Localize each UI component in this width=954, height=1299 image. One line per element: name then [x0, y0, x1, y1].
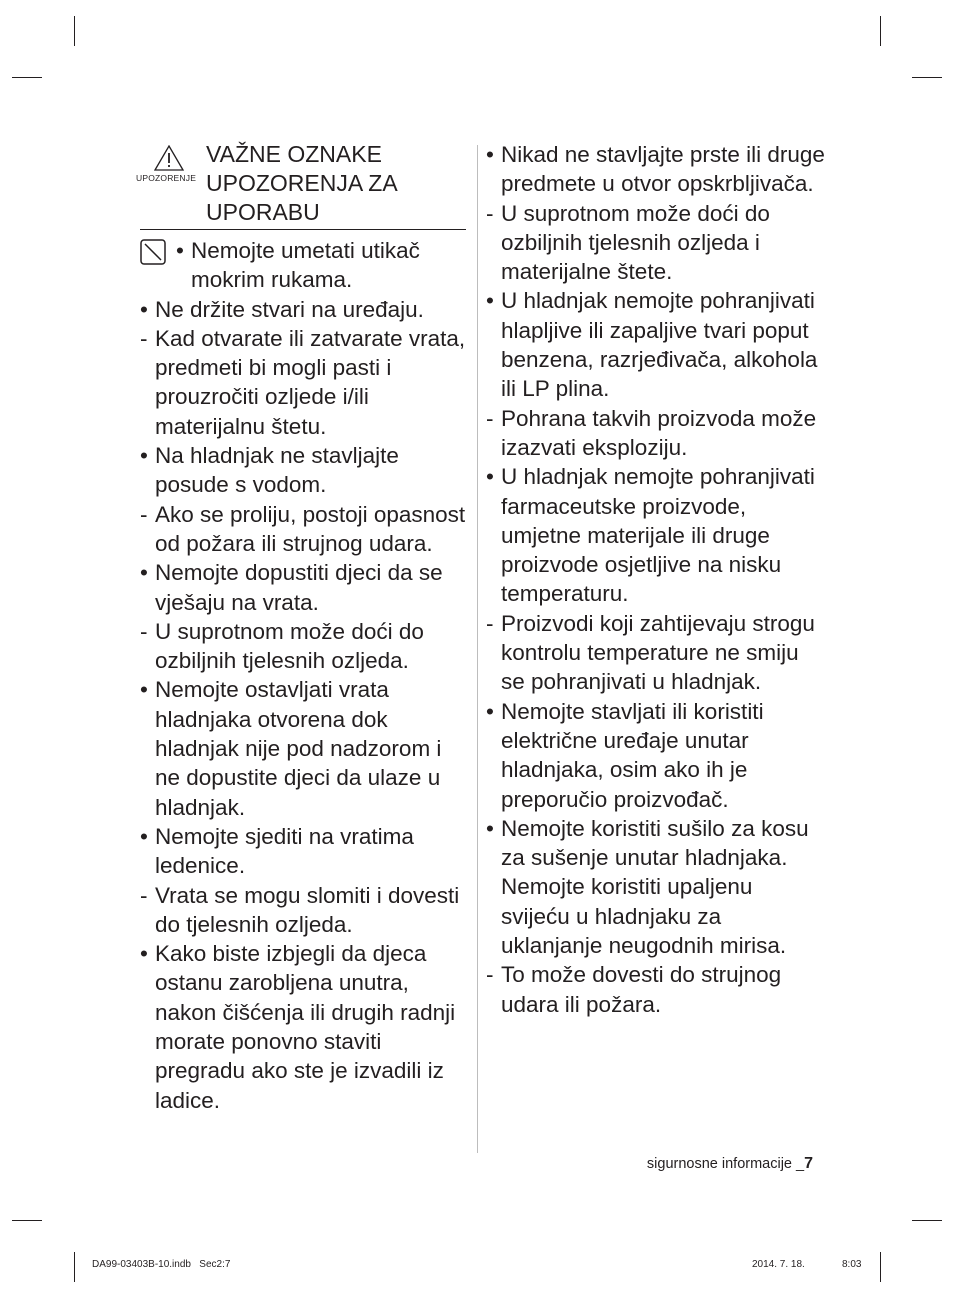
list-item: Na hladnjak ne stavljajte posude s vodom. — [155, 443, 399, 498]
list-item: • Nemojte umetati utikač mokrim rukama. — [176, 238, 420, 293]
crop-mark — [12, 1220, 42, 1221]
list-item: Kad otvarate ili zatvarate vrata, predmeti bi mogli pasti i prouzročiti ozljede i/ili materijalnu štetu. — [155, 325, 466, 439]
warning-label: UPOZORENJE — [136, 173, 197, 183]
crop-mark — [74, 1252, 75, 1282]
list-item: Ne držite stvari na uređaju. — [155, 296, 424, 322]
print-date: 2014. 7. 18. — [752, 1259, 805, 1270]
footer-section-label: sigurnosne informacije _ — [646, 1156, 805, 1172]
list-item: Nemojte stavljati ili koristiti električne uređaje unutar hladnjaka, osim ako ih je preporučio proizvođač. — [501, 698, 764, 812]
left-column: UPOZORENJE VAŽNE OZNAKE UPOZORENJA ZA UPORABU • Nemojte umetati utikač mokrim rukama. • Ne držite stvari na uređaju. - Kad otvarate ili zatvarate vrata, predmeti bi mogli pasti i prouzročiti ozljede i/ili materijalnu štetu. • Na hladnjak ne stavljajte posude s vodom. - Ako se proliju, postoji opasnost od požara ili strujnog udara. • Nemojte dopustiti djeci da se vješaju na vrata. - U suprotnom može doći do ozbiljnih tjelesnih ozljeda. • Nemojte ostavljati vrata hladnjaka otvorena dok hladnjak nije pod nadzorom i ne dopustite djeci da ulaze u hladnjak. • Nemojte sjediti na vratima ledenice. - Vrata se mogu slomiti i dovesti do tjelesnih ozljeda. • Kako biste izbjegli da djeca ostanu zarobljena unutra, nakon čišćenja ili drugih radnji morate ponovno staviti pregradu ako ste je izvadili iz ladice. — [140, 140, 470, 1115]
page-footer — [647, 1155, 813, 1173]
list-item: Nemojte koristiti sušilo za kosu za sušenje unutar hladnjaka. — [501, 815, 809, 871]
list-item: Nemojte ostavljati vrata hladnjaka otvorena dok hladnjak nije pod nadzorom i ne dopustite djeci da ulaze u hladnjak. — [155, 677, 442, 820]
list-item: Vrata se mogu slomiti i dovesti do tjelesnih ozljeda. — [155, 882, 460, 937]
crop-mark — [880, 1252, 881, 1282]
list-item: U suprotnom može doći do ozbiljnih tjelesnih ozljeda. — [155, 618, 424, 674]
section-heading — [136, 140, 466, 230]
list-item: U suprotnom može doći do ozbiljnih tjelesnih ozljeda i materijalne štete. — [501, 200, 770, 285]
crop-mark — [912, 1220, 942, 1221]
crop-mark — [880, 16, 881, 46]
list-item: Nemojte dopustiti djeci da se vješaju na vrata. — [155, 560, 443, 615]
print-file-info: DA99-03403B-10.indb Sec2:7 — [92, 1259, 231, 1270]
list-item: Nemojte sjediti na vratima ledenice. — [155, 823, 414, 879]
list-item: Proizvodi koji zahtijevaju strogu kontrolu temperature ne smiju se pohranjivati u hladnjak. — [501, 610, 815, 695]
crop-mark — [74, 16, 75, 46]
prohibit-icon — [140, 239, 166, 265]
page-number: 7 — [804, 1155, 813, 1172]
crop-mark — [12, 77, 42, 78]
list-item: Kako biste izbjegli da djeca ostanu zarobljena unutra, nakon čišćenja ili drugih radnji morate ponovno staviti pregradu ako ste je izvadili iz ladice. — [155, 941, 456, 1113]
list-item: To može dovesti do strujnog udara ili požara. — [501, 962, 782, 1017]
list-item: U hladnjak nemojte pohranjivati farmaceutske proizvode, umjetne materijale ili druge proizvode osjetljive na nisku temperaturu. — [501, 464, 815, 607]
list-item: Nemojte koristiti upaljenu svijeću u hladnjaku za uklanjanje neugodnih mirisa. — [501, 874, 787, 959]
page-title: VAŽNE OZNAKE UPOZORENJA ZA UPORABU — [206, 141, 397, 225]
warning-triangle-icon — [154, 145, 184, 171]
crop-mark — [912, 77, 942, 78]
right-column: • Nikad ne stavljajte prste ili druge predmete u otvor opskrbljivača. - U suprotnom može doći do ozbiljnih tjelesnih ozljeda i materijalne štete. • U hladnjak nemojte pohranjivati hlapljive ili zapaljive tvari poput benzena, razrjeđivača, alkohola ili LP plina. - Pohrana takvih proizvoda može izazvati eksploziju. • U hladnjak nemojte pohranjivati farmaceutske proizvode, umjetne materijale ili druge proizvode osjetljive na nisku temperaturu. - Proizvodi koji zahtijevaju strogu kontrolu temperature ne smiju se pohranjivati u hladnjak. • Nemojte stavljati ili koristiti električne uređaje unutar hladnjaka, osim ako ih je preporučio proizvođač. • Nemojte koristiti sušilo za kosu za sušenje unutar hladnjaka. Nemojte koristiti upaljenu svijeću u hladnjaku za uklanjanje neugodnih mirisa. - To može dovesti do strujnog udara ili požara. — [486, 142, 825, 1017]
print-time: 8:03 — [842, 1259, 862, 1270]
list-item: Pohrana takvih proizvoda može izazvati eksploziju. — [501, 405, 817, 460]
list-item: Nikad ne stavljajte prste ili druge predmete u otvor opskrbljivača. — [501, 142, 825, 197]
list-item: U hladnjak nemojte pohranjivati hlapljive ili zapaljive tvari poput benzena, razrjeđivača, alkohola ili LP plina. — [501, 288, 818, 402]
list-item: Ako se proliju, postoji opasnost od požara ili strujnog udara. — [155, 501, 466, 556]
prohibit-item — [140, 236, 470, 295]
column-divider — [477, 145, 478, 1153]
